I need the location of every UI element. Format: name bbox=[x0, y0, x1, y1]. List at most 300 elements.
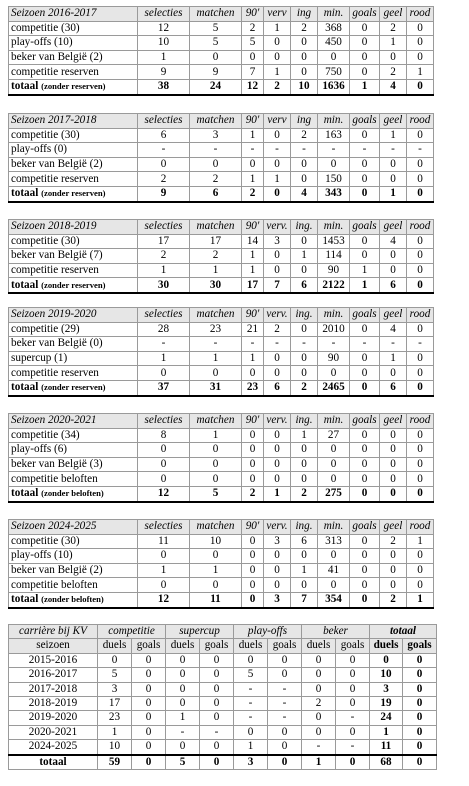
stat-cell: 3 bbox=[264, 534, 291, 549]
stat-cell: 0 bbox=[318, 50, 350, 65]
row-label: competitie reserven bbox=[9, 65, 138, 80]
total-label-cell bbox=[9, 186, 138, 201]
total-label-cell bbox=[9, 278, 138, 293]
stat-cell: 1 bbox=[138, 263, 190, 278]
total-cell: 2 bbox=[242, 186, 264, 201]
career-cell: - bbox=[234, 682, 268, 696]
stat-cell: 0 bbox=[264, 263, 291, 278]
career-cell: 0 bbox=[403, 668, 437, 682]
stat-cell: 12 bbox=[138, 21, 190, 36]
total-cell: 12 bbox=[242, 79, 264, 94]
stat-cell: - bbox=[407, 143, 434, 158]
stat-cell: 1 bbox=[138, 563, 190, 578]
career-season: 2018-2019 bbox=[9, 696, 98, 710]
stat-cell: 0 bbox=[291, 322, 318, 337]
total-cell: 0 bbox=[407, 186, 434, 201]
total-cell: 0 bbox=[350, 380, 380, 395]
total-label: totaal bbox=[11, 487, 39, 500]
career-cell: 0 bbox=[268, 725, 302, 739]
stat-row bbox=[9, 128, 434, 143]
stat-cell: 10 bbox=[190, 534, 242, 549]
stat-cell: 0 bbox=[318, 157, 350, 172]
stat-cell: 0 bbox=[138, 549, 190, 564]
row-label: beker van België (2) bbox=[9, 50, 138, 65]
stat-cell: 0 bbox=[380, 549, 407, 564]
season-title: Seizoen 2020-2021 bbox=[9, 414, 138, 429]
total-cell: 4 bbox=[380, 79, 407, 94]
career-total-cell: 0 bbox=[200, 755, 234, 770]
total-label: totaal bbox=[11, 381, 39, 394]
row-label: play-offs (10) bbox=[9, 36, 138, 51]
stat-cell: 14 bbox=[242, 234, 264, 249]
career-cell: 0 bbox=[166, 682, 200, 696]
stat-cell: 0 bbox=[380, 457, 407, 472]
stat-row bbox=[9, 472, 434, 487]
stat-cell: 21 bbox=[242, 322, 264, 337]
column-header: 90' bbox=[242, 414, 264, 429]
season-table bbox=[8, 219, 434, 294]
stat-cell: 0 bbox=[407, 172, 434, 187]
column-header: rood bbox=[407, 414, 434, 429]
sub-header: duels bbox=[98, 639, 132, 653]
stat-row bbox=[9, 234, 434, 249]
sub-header: goals bbox=[268, 639, 302, 653]
stat-cell: 0 bbox=[190, 366, 242, 381]
career-cell: 0 bbox=[370, 653, 403, 667]
stat-cell: 0 bbox=[407, 157, 434, 172]
stat-cell: 0 bbox=[380, 578, 407, 593]
stat-cell: 0 bbox=[242, 50, 264, 65]
column-header: goals bbox=[350, 520, 380, 535]
season-title: Seizoen 2017-2018 bbox=[9, 114, 138, 129]
total-cell: 6 bbox=[291, 278, 318, 293]
career-cell: 0 bbox=[268, 653, 302, 667]
column-header: selecties bbox=[138, 308, 190, 323]
row-label: play-offs (0) bbox=[9, 143, 138, 158]
career-cell: 0 bbox=[200, 668, 234, 682]
stat-cell: 0 bbox=[264, 578, 291, 593]
row-label: competitie reserven bbox=[9, 263, 138, 278]
stat-cell: 3 bbox=[190, 128, 242, 143]
total-cell: 31 bbox=[190, 380, 242, 395]
column-header: verv. bbox=[264, 220, 291, 235]
stat-cell: 0 bbox=[264, 457, 291, 472]
total-label: totaal bbox=[11, 278, 39, 291]
stat-cell: 1 bbox=[380, 128, 407, 143]
row-label: play-offs (6) bbox=[9, 443, 138, 458]
stat-cell: 0 bbox=[350, 457, 380, 472]
row-label: play-offs (10) bbox=[9, 549, 138, 564]
stat-cell: - bbox=[190, 143, 242, 158]
total-cell: 1 bbox=[407, 592, 434, 607]
sub-header: goals bbox=[200, 639, 234, 653]
stat-row bbox=[9, 172, 434, 187]
stat-cell: 1 bbox=[380, 351, 407, 366]
career-total-row bbox=[9, 755, 437, 770]
stat-cell: 0 bbox=[291, 472, 318, 487]
stat-cell: 0 bbox=[264, 157, 291, 172]
career-cell: - bbox=[302, 740, 336, 755]
stat-cell: 0 bbox=[407, 549, 434, 564]
stat-cell: 0 bbox=[407, 366, 434, 381]
career-cell: 0 bbox=[132, 682, 166, 696]
career-season: 2024-2025 bbox=[9, 740, 98, 755]
stat-cell: - bbox=[138, 143, 190, 158]
group-header: totaal bbox=[370, 625, 437, 639]
career-cell: 0 bbox=[403, 740, 437, 755]
stat-cell: 9 bbox=[138, 65, 190, 80]
season-header-row bbox=[9, 414, 434, 429]
column-header: verv bbox=[264, 114, 291, 129]
column-header: rood bbox=[407, 220, 434, 235]
group-header: competitie bbox=[98, 625, 166, 639]
column-header: verv. bbox=[264, 414, 291, 429]
stat-row bbox=[9, 249, 434, 264]
stat-cell: 10 bbox=[138, 36, 190, 51]
career-season: 2016-2017 bbox=[9, 668, 98, 682]
stat-row bbox=[9, 366, 434, 381]
column-header: min. bbox=[318, 520, 350, 535]
career-cell: 0 bbox=[166, 668, 200, 682]
career-cell: 0 bbox=[336, 696, 370, 710]
stat-cell: 0 bbox=[190, 472, 242, 487]
stat-cell: 0 bbox=[350, 249, 380, 264]
stat-cell: 0 bbox=[407, 563, 434, 578]
total-cell: 2465 bbox=[318, 380, 350, 395]
total-label-cell bbox=[9, 79, 138, 94]
career-cell: 5 bbox=[98, 668, 132, 682]
total-label: totaal bbox=[11, 80, 39, 93]
total-cell: 24 bbox=[190, 79, 242, 94]
stat-cell: 2 bbox=[291, 128, 318, 143]
stat-cell: 0 bbox=[407, 36, 434, 51]
stat-cell: 17 bbox=[190, 234, 242, 249]
stat-cell: 0 bbox=[407, 322, 434, 337]
stat-cell: 0 bbox=[264, 366, 291, 381]
stat-cell: 0 bbox=[380, 157, 407, 172]
stat-cell: 0 bbox=[291, 351, 318, 366]
stat-cell: 0 bbox=[407, 50, 434, 65]
column-header: 90' bbox=[242, 220, 264, 235]
stat-cell: 1 bbox=[291, 249, 318, 264]
row-label: beker van België (2) bbox=[9, 563, 138, 578]
stat-cell: 2 bbox=[380, 21, 407, 36]
career-cell: - bbox=[268, 682, 302, 696]
career-row bbox=[9, 653, 437, 667]
total-cell: 3 bbox=[264, 592, 291, 607]
stat-cell: 1 bbox=[242, 172, 264, 187]
total-cell: 0 bbox=[407, 486, 434, 501]
stat-cell: 0 bbox=[407, 263, 434, 278]
total-cell: 1636 bbox=[318, 79, 350, 94]
career-cell: 0 bbox=[403, 696, 437, 710]
stat-cell: - bbox=[380, 337, 407, 352]
career-total-cell: 3 bbox=[234, 755, 268, 770]
stat-cell: 5 bbox=[242, 36, 264, 51]
career-cell: 1 bbox=[98, 725, 132, 739]
stat-cell: 2 bbox=[138, 249, 190, 264]
career-cell: 0 bbox=[132, 740, 166, 755]
career-table bbox=[8, 624, 437, 770]
column-header: geel bbox=[380, 308, 407, 323]
sub-header: goals bbox=[336, 639, 370, 653]
stat-cell: 1 bbox=[407, 65, 434, 80]
career-cell: 3 bbox=[370, 682, 403, 696]
career-cell: 1 bbox=[166, 711, 200, 725]
total-cell: 275 bbox=[318, 486, 350, 501]
column-header: goals bbox=[350, 114, 380, 129]
career-row bbox=[9, 711, 437, 725]
career-cell: 10 bbox=[370, 668, 403, 682]
career-cell: 24 bbox=[370, 711, 403, 725]
career-cell: 3 bbox=[98, 682, 132, 696]
stat-cell: - bbox=[380, 143, 407, 158]
career-total-cell: 68 bbox=[370, 755, 403, 770]
column-header: selecties bbox=[138, 414, 190, 429]
stat-cell: 0 bbox=[291, 65, 318, 80]
total-cell: 30 bbox=[190, 278, 242, 293]
stat-cell: 0 bbox=[138, 157, 190, 172]
total-cell: 0 bbox=[350, 186, 380, 201]
total-cell: 4 bbox=[291, 186, 318, 201]
career-total-cell: 0 bbox=[403, 755, 437, 770]
stat-cell: 450 bbox=[318, 36, 350, 51]
career-total-label: totaal bbox=[9, 755, 98, 770]
total-cell: 1 bbox=[350, 79, 380, 94]
total-cell: 0 bbox=[407, 380, 434, 395]
total-label: totaal bbox=[11, 187, 39, 200]
column-header: matchen bbox=[190, 414, 242, 429]
stat-cell: 2010 bbox=[318, 322, 350, 337]
stat-cell: 0 bbox=[242, 428, 264, 443]
column-header: verv. bbox=[264, 520, 291, 535]
career-cell: - bbox=[234, 696, 268, 710]
row-label: beker van België (2) bbox=[9, 157, 138, 172]
stat-cell: - bbox=[291, 337, 318, 352]
stat-cell: 368 bbox=[318, 21, 350, 36]
total-cell: 0 bbox=[242, 592, 264, 607]
column-header: rood bbox=[407, 114, 434, 129]
stat-cell: 0 bbox=[242, 578, 264, 593]
career-row bbox=[9, 682, 437, 696]
column-header: min. bbox=[318, 7, 350, 22]
career-group-header bbox=[9, 625, 437, 639]
stat-cell: 1 bbox=[242, 128, 264, 143]
stat-cell: 0 bbox=[242, 534, 264, 549]
stat-cell: 0 bbox=[350, 428, 380, 443]
career-cell: 0 bbox=[234, 653, 268, 667]
row-label: competitie (30) bbox=[9, 21, 138, 36]
total-cell: 10 bbox=[291, 79, 318, 94]
stat-cell: 0 bbox=[264, 351, 291, 366]
career-cell: 0 bbox=[336, 682, 370, 696]
career-row bbox=[9, 696, 437, 710]
column-header: min. bbox=[318, 414, 350, 429]
column-header: rood bbox=[407, 520, 434, 535]
stat-row bbox=[9, 337, 434, 352]
career-cell: 10 bbox=[98, 740, 132, 755]
stat-cell: 0 bbox=[190, 578, 242, 593]
stat-cell: 2 bbox=[242, 21, 264, 36]
total-row bbox=[9, 486, 434, 501]
total-cell: 1 bbox=[350, 278, 380, 293]
career-cell: - bbox=[268, 711, 302, 725]
career-cell: - bbox=[200, 725, 234, 739]
stat-cell: 1 bbox=[138, 351, 190, 366]
career-cell: 5 bbox=[234, 668, 268, 682]
career-cell: 0 bbox=[403, 653, 437, 667]
career-cell: - bbox=[336, 740, 370, 755]
stat-cell: 0 bbox=[407, 472, 434, 487]
total-cell: 0 bbox=[264, 186, 291, 201]
career-cell: 1 bbox=[370, 725, 403, 739]
row-label: competitie beloften bbox=[9, 578, 138, 593]
group-header: supercup bbox=[166, 625, 234, 639]
career-cell: 0 bbox=[132, 668, 166, 682]
stat-cell: 90 bbox=[318, 263, 350, 278]
stat-cell: 1 bbox=[242, 249, 264, 264]
column-header: ing. bbox=[291, 220, 318, 235]
stat-cell: - bbox=[242, 337, 264, 352]
stat-cell: 0 bbox=[242, 443, 264, 458]
career-cell: 1 bbox=[234, 740, 268, 755]
stat-cell: 1 bbox=[407, 534, 434, 549]
column-header: goals bbox=[350, 308, 380, 323]
stat-cell: 1 bbox=[264, 21, 291, 36]
stat-cell: 0 bbox=[291, 578, 318, 593]
stat-cell: 17 bbox=[138, 234, 190, 249]
stat-cell: 1 bbox=[291, 563, 318, 578]
total-cell: 6 bbox=[190, 186, 242, 201]
total-cell: 6 bbox=[264, 380, 291, 395]
stat-cell: 1 bbox=[242, 351, 264, 366]
career-row bbox=[9, 740, 437, 755]
stat-cell: 1 bbox=[264, 172, 291, 187]
column-header: verv bbox=[264, 7, 291, 22]
stat-cell: 0 bbox=[407, 249, 434, 264]
stat-row bbox=[9, 143, 434, 158]
total-cell: 0 bbox=[350, 592, 380, 607]
stat-cell: 150 bbox=[318, 172, 350, 187]
stat-row bbox=[9, 351, 434, 366]
stat-cell: 2 bbox=[190, 249, 242, 264]
stat-cell: 0 bbox=[407, 428, 434, 443]
season-table bbox=[8, 6, 434, 96]
career-season: 2015-2016 bbox=[9, 653, 98, 667]
stat-cell: 0 bbox=[242, 457, 264, 472]
stat-cell: 0 bbox=[291, 366, 318, 381]
stat-cell: 0 bbox=[242, 549, 264, 564]
career-cell: - bbox=[336, 711, 370, 725]
career-cell: 0 bbox=[98, 653, 132, 667]
career-cell: 2 bbox=[302, 696, 336, 710]
career-cell: 0 bbox=[336, 653, 370, 667]
career-cell: 17 bbox=[98, 696, 132, 710]
total-cell: 0 bbox=[350, 486, 380, 501]
stat-cell: 0 bbox=[350, 563, 380, 578]
stat-cell: 1 bbox=[350, 263, 380, 278]
stat-cell: 1 bbox=[190, 563, 242, 578]
stat-cell: 2 bbox=[264, 322, 291, 337]
row-label: supercup (1) bbox=[9, 351, 138, 366]
column-header: 90' bbox=[242, 308, 264, 323]
season-header-row bbox=[9, 220, 434, 235]
stat-cell: 0 bbox=[350, 65, 380, 80]
stat-cell: 0 bbox=[350, 157, 380, 172]
stat-row bbox=[9, 534, 434, 549]
stat-cell: 0 bbox=[138, 457, 190, 472]
career-cell: - bbox=[166, 725, 200, 739]
stat-cell: 23 bbox=[190, 322, 242, 337]
stat-cell: 0 bbox=[264, 36, 291, 51]
career-cell: 0 bbox=[268, 740, 302, 755]
total-cell: 2 bbox=[242, 486, 264, 501]
total-cell: 343 bbox=[318, 186, 350, 201]
sub-header: duels bbox=[370, 639, 403, 653]
career-cell: 0 bbox=[302, 711, 336, 725]
stat-row bbox=[9, 65, 434, 80]
career-cell: 0 bbox=[166, 653, 200, 667]
stat-cell: 0 bbox=[242, 366, 264, 381]
career-row bbox=[9, 668, 437, 682]
stat-row bbox=[9, 578, 434, 593]
row-label: competitie (29) bbox=[9, 322, 138, 337]
stat-cell: 0 bbox=[190, 50, 242, 65]
sub-header: goals bbox=[403, 639, 437, 653]
column-header: 90' bbox=[242, 520, 264, 535]
career-cell: 0 bbox=[336, 668, 370, 682]
sub-header: goals bbox=[132, 639, 166, 653]
column-header: verv. bbox=[264, 308, 291, 323]
column-header: geel bbox=[380, 7, 407, 22]
stat-cell: 0 bbox=[350, 351, 380, 366]
stat-cell: - bbox=[264, 337, 291, 352]
total-row bbox=[9, 186, 434, 201]
stat-cell: 4 bbox=[380, 322, 407, 337]
total-cell: 37 bbox=[138, 380, 190, 395]
stat-cell: 2 bbox=[138, 172, 190, 187]
stat-row bbox=[9, 549, 434, 564]
stat-cell: 0 bbox=[138, 443, 190, 458]
career-cell: 0 bbox=[302, 653, 336, 667]
stat-cell: 0 bbox=[190, 157, 242, 172]
stat-cell: 0 bbox=[407, 457, 434, 472]
column-header: matchen bbox=[190, 114, 242, 129]
total-cell: 7 bbox=[291, 592, 318, 607]
season-title: Seizoen 2024-2025 bbox=[9, 520, 138, 535]
column-header: 90' bbox=[242, 7, 264, 22]
stat-cell: 1 bbox=[190, 263, 242, 278]
season-title: Seizoen 2016-2017 bbox=[9, 7, 138, 22]
career-total-cell: 5 bbox=[166, 755, 200, 770]
column-header: matchen bbox=[190, 308, 242, 323]
row-label: competitie (30) bbox=[9, 234, 138, 249]
stat-cell: 6 bbox=[138, 128, 190, 143]
career-title: carrière bij KV bbox=[9, 625, 98, 639]
total-cell: 7 bbox=[264, 278, 291, 293]
stat-cell: 0 bbox=[350, 472, 380, 487]
career-total-cell: 59 bbox=[98, 755, 132, 770]
stat-cell: 28 bbox=[138, 322, 190, 337]
career-cell: 0 bbox=[132, 696, 166, 710]
total-row bbox=[9, 79, 434, 94]
career-cell: 0 bbox=[166, 696, 200, 710]
stat-cell: 0 bbox=[318, 549, 350, 564]
season-header-row bbox=[9, 7, 434, 22]
stat-cell: 5 bbox=[190, 36, 242, 51]
stat-cell: - bbox=[264, 143, 291, 158]
stat-cell: 163 bbox=[318, 128, 350, 143]
